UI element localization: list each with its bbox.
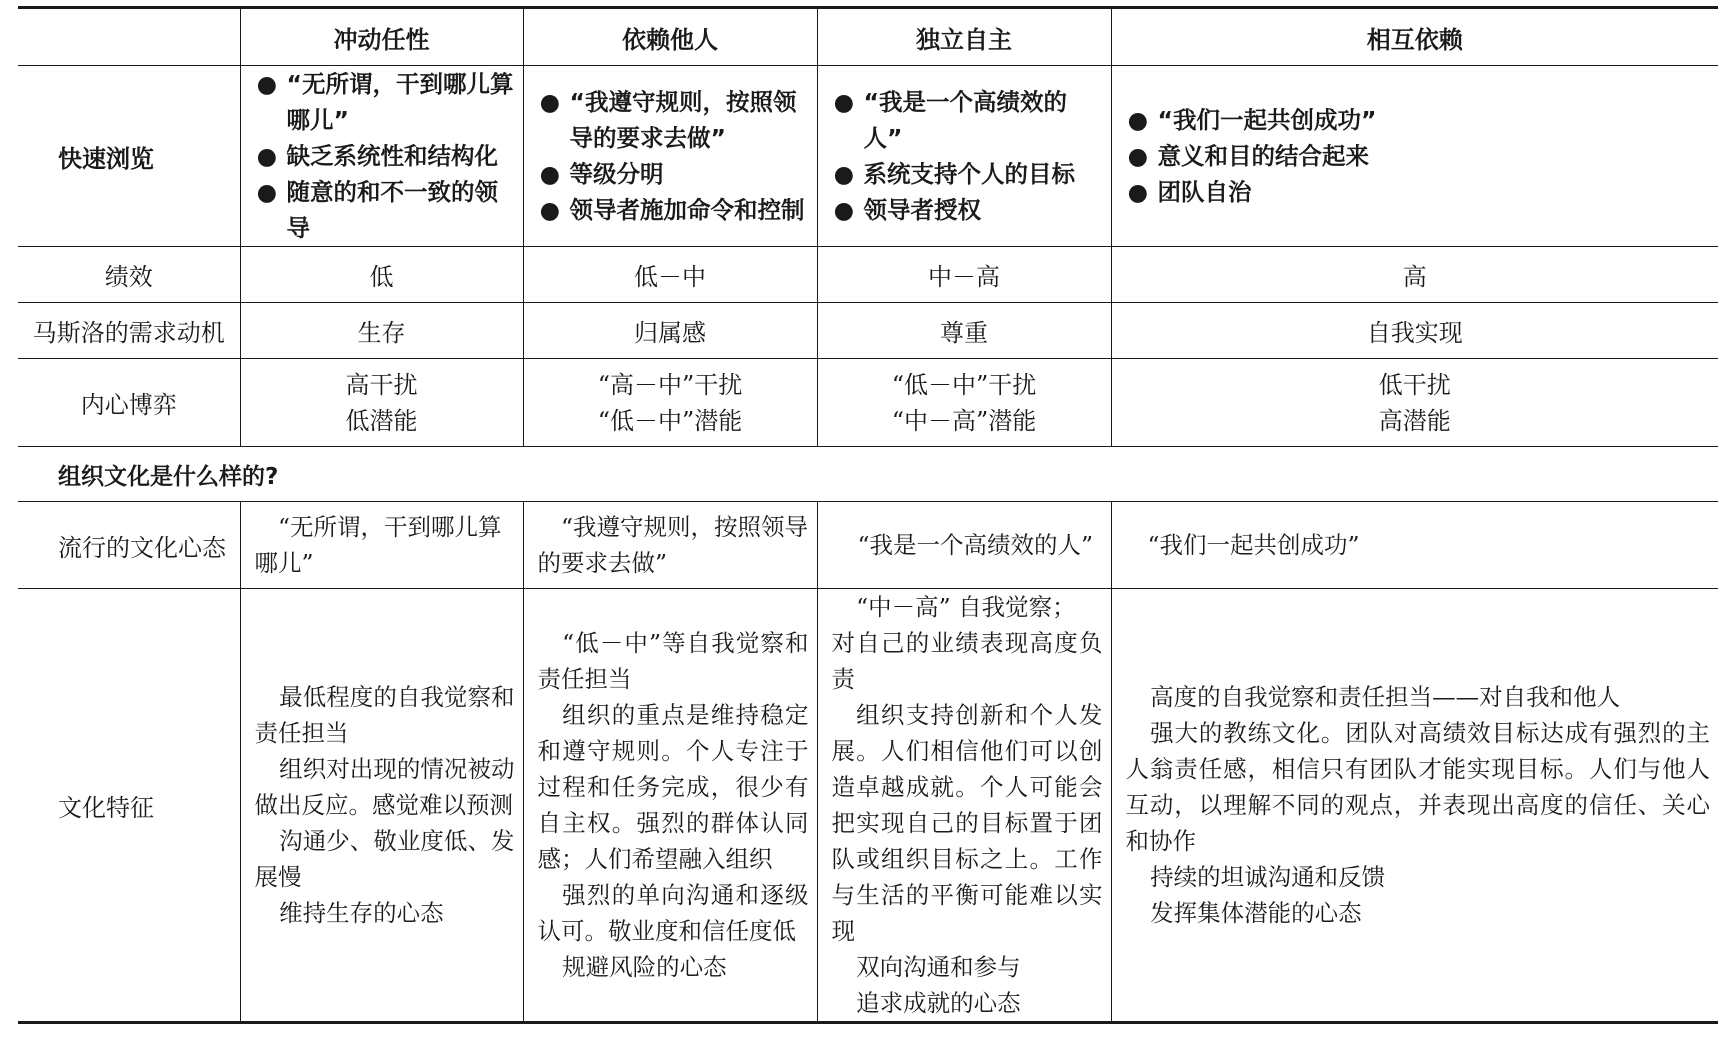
column-header-impulsive: 冲动任性 (240, 8, 523, 66)
bullet-icon: ● (833, 88, 855, 116)
mindset-row (18, 502, 1718, 589)
list-item (255, 138, 515, 174)
traits-paragraph: 沟通少、敬业度低、发展慢 (254, 827, 515, 891)
mindset-cell (240, 502, 523, 589)
list-item-text: “我遵守规则，按照领导的要求去做” (569, 88, 797, 152)
maslow-label: 马斯洛的需求动机 (18, 303, 240, 359)
overview-label: 快速浏览 (18, 66, 240, 247)
list-item (538, 156, 809, 192)
traits-paragraph: 强大的教练文化。团队对高绩效目标达成有强烈的主人翁责任感，相信只有团队才能实现目标。人们与他人互动，以理解不同的观点，并表现出高度的信任、关心和协作 (1125, 719, 1710, 855)
traits-text (241, 679, 523, 931)
column-header-independent: 独立自主 (817, 8, 1111, 66)
bullet-icon: ● (256, 142, 278, 170)
overview-list (818, 84, 1111, 228)
inner-game-cell (817, 359, 1111, 447)
list-item-text: 领导者施加命令和控制 (569, 196, 805, 224)
traits-cell (817, 589, 1111, 1023)
list-item-text: 系统支持个人的目标 (863, 160, 1075, 188)
traits-paragraph: 最低程度的自我觉察和责任担当 (254, 683, 515, 747)
bullet-icon: ● (1127, 106, 1149, 134)
mindset-cell (523, 502, 817, 589)
traits-paragraph: 高度的自我觉察和责任担当——对自我和他人 (1150, 683, 1621, 711)
performance-value: 中－高 (817, 247, 1111, 303)
traits-paragraph: 维持生存的心态 (279, 899, 444, 927)
mindset-cell (817, 502, 1111, 589)
mindset-quote: “我们一起共创成功” (1147, 531, 1360, 559)
overview-row (18, 66, 1718, 247)
traits-text (818, 589, 1111, 1021)
maslow-value: 归属感 (523, 303, 817, 359)
traits-text (524, 625, 817, 985)
traits-paragraph: 对自己的业绩表现高度负责 (831, 629, 1103, 693)
inner-game-cell (240, 359, 523, 447)
list-item (1126, 102, 1711, 138)
list-item (832, 192, 1103, 228)
list-item-text: 意义和目的结合起来 (1157, 142, 1369, 170)
list-item (1126, 138, 1711, 174)
header-corner (18, 8, 240, 66)
inner-game-cell (1111, 359, 1718, 447)
inner-game-row (18, 359, 1718, 447)
overview-list (241, 66, 523, 246)
list-item-text: 领导者授权 (863, 196, 981, 224)
list-item-text: “我们一起共创成功” (1157, 106, 1377, 134)
bullet-icon: ● (1127, 178, 1149, 206)
bullet-icon: ● (539, 160, 561, 188)
mindset-quote: “无所谓，干到哪儿算哪儿” (254, 513, 502, 577)
inner-game-potential: 高潜能 (1378, 406, 1451, 435)
mindset-quote: “我是一个高绩效的人” (857, 531, 1094, 559)
inner-game-potential: 低潜能 (345, 406, 418, 435)
maslow-value: 自我实现 (1111, 303, 1718, 359)
section-title: 组织文化是什么样的? (18, 447, 1718, 502)
inner-game-interference: 高干扰 (345, 370, 418, 399)
overview-list (1112, 102, 1719, 210)
mindset-label: 流行的文化心态 (18, 502, 240, 589)
list-item-text: “无所谓，干到哪儿算哪儿” (286, 70, 514, 134)
bullet-icon: ● (256, 178, 278, 206)
bullet-icon: ● (539, 196, 561, 224)
traits-paragraph: 持续的坦诚沟通和反馈 (1150, 863, 1386, 891)
performance-value: 高 (1111, 247, 1718, 303)
maslow-row (18, 303, 1718, 359)
performance-value: 低－中 (523, 247, 817, 303)
traits-paragraph: 组织对出现的情况被动做出反应。感觉难以预测 (254, 755, 515, 819)
overview-list (524, 84, 817, 228)
traits-paragraph: 强烈的单向沟通和逐级认可。敬业度和信任度低 (537, 881, 809, 945)
list-item (1126, 174, 1711, 210)
list-item (538, 84, 809, 156)
list-item (538, 192, 809, 228)
list-item-text: 随意的和不一致的领导 (286, 178, 498, 242)
culture-comparison-table (18, 6, 1718, 1024)
traits-cell (1111, 589, 1718, 1023)
performance-label: 绩效 (18, 247, 240, 303)
traits-paragraph: 组织支持创新和个人发展。人们相信他们可以创造卓越成就。个人可能会把实现自己的目标置于团队或组织目标之上。工作与生活的平衡可能难以实现 (831, 701, 1103, 945)
list-item-text: “我是一个高绩效的人” (863, 88, 1067, 152)
list-item-text: 等级分明 (569, 160, 664, 188)
list-item-text: 团队自治 (1157, 178, 1252, 206)
mindset-cell (1111, 502, 1718, 589)
section-title-row (18, 447, 1718, 502)
inner-game-interference: “低－中”干扰 (891, 370, 1037, 399)
traits-label: 文化特征 (18, 589, 240, 1023)
bullet-icon: ● (833, 160, 855, 188)
performance-row (18, 247, 1718, 303)
traits-paragraph: 组织的重点是维持稳定和遵守规则。个人专注于过程和任务完成，很少有自主权。强烈的群体认同感；人们希望融入组织 (537, 701, 809, 873)
inner-game-potential: “低－中”潜能 (597, 406, 743, 435)
overview-cell-interdependent (1111, 66, 1718, 247)
bullet-icon: ● (256, 70, 278, 98)
list-item (255, 174, 515, 246)
list-item (832, 84, 1103, 156)
inner-game-interference: 低干扰 (1378, 370, 1451, 399)
overview-cell-independent (817, 66, 1111, 247)
traits-paragraph: 追求成就的心态 (856, 989, 1021, 1017)
bullet-icon: ● (539, 88, 561, 116)
list-item (255, 66, 515, 138)
overview-cell-dependent (523, 66, 817, 247)
traits-cell (240, 589, 523, 1023)
traits-row (18, 589, 1718, 1023)
inner-game-label: 内心博弈 (18, 359, 240, 447)
traits-text (1112, 679, 1719, 931)
traits-paragraph: 规避风险的心态 (562, 953, 727, 981)
traits-paragraph: 发挥集体潜能的心态 (1150, 899, 1362, 927)
traits-paragraph: “中－高” 自我觉察； (856, 593, 1076, 621)
list-item (832, 156, 1103, 192)
inner-game-cell (523, 359, 817, 447)
bullet-icon: ● (1127, 142, 1149, 170)
inner-game-interference: “高－中”干扰 (597, 370, 743, 399)
maslow-value: 尊重 (817, 303, 1111, 359)
maslow-value: 生存 (240, 303, 523, 359)
overview-cell-impulsive (240, 66, 523, 247)
list-item-text: 缺乏系统性和结构化 (286, 142, 498, 170)
column-header-dependent: 依赖他人 (523, 8, 817, 66)
header-row (18, 8, 1718, 66)
traits-paragraph: 双向沟通和参与 (856, 953, 1021, 981)
bullet-icon: ● (833, 196, 855, 224)
mindset-quote: “我遵守规则，按照领导的要求去做” (537, 513, 809, 577)
inner-game-potential: “中－高”潜能 (891, 406, 1037, 435)
performance-value: 低 (240, 247, 523, 303)
traits-paragraph: “低－中”等自我觉察和责任担当 (537, 629, 809, 693)
column-header-interdependent: 相互依赖 (1111, 8, 1718, 66)
traits-cell (523, 589, 817, 1023)
